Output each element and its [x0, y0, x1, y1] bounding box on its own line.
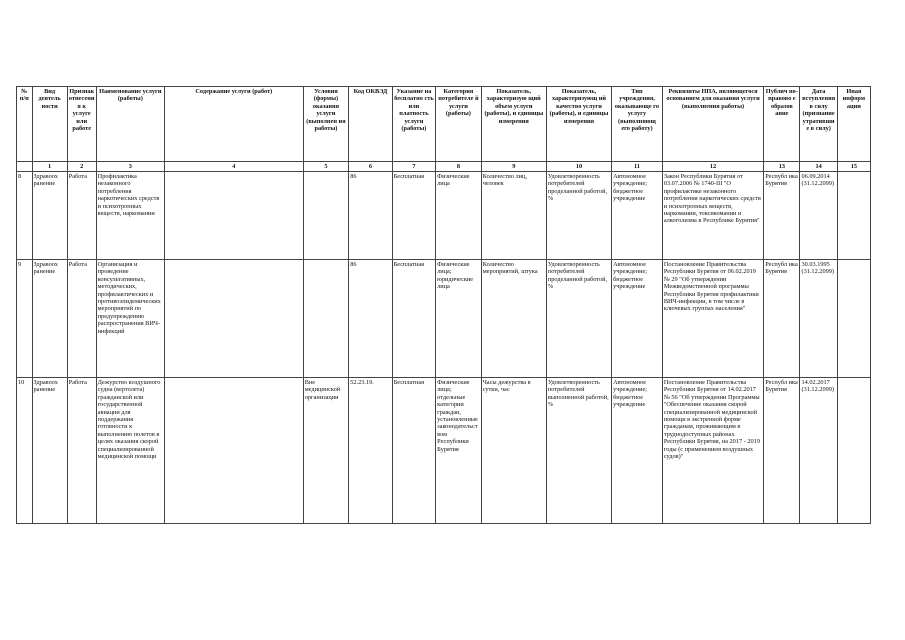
column-number-cell: 13	[764, 162, 800, 172]
table-row	[17, 172, 871, 260]
service-name-cell: Организация и проведение консультативных, методических, профилактических и противоэпидемических мероприятий по предупреждению распространения ВИЧ-инфекций	[96, 260, 164, 378]
column-number-cell	[17, 162, 33, 172]
header-cell: Категория потребителе й услуги (работы)	[436, 87, 482, 162]
column-number-cell: 5	[303, 162, 349, 172]
quality-cell: Удовлетворенность потребителей проделанной работой, %	[546, 260, 611, 378]
header-cell: Наименование услуги (работы)	[96, 87, 164, 162]
content-cell	[164, 172, 303, 260]
sign-cell: Работа	[67, 260, 96, 378]
sign-cell: Работа	[67, 172, 96, 260]
conditions-cell	[303, 260, 349, 378]
date-cell: 06.09.2014 (31.12.2099)	[800, 172, 837, 260]
header-cell: № п/п	[17, 87, 33, 162]
column-number-cell: 11	[612, 162, 663, 172]
row-number-cell: 8	[17, 172, 33, 260]
header-cell: Реквизиты НПА, являющегося основанием для оказания услуги (выполнения работы)	[662, 87, 763, 162]
column-number-cell: 3	[96, 162, 164, 172]
npa-cell: Постановление Правительства Республики Бурятия от 06.02.2019 № 29 "Об утверждении Межведомственной программы Республики Бурятия профилактики ВИЧ-инфекции, в том числе в ключевых группах населения"	[662, 260, 763, 378]
service-name-cell: Профилактика незаконного потребления наркотических средств и психотропных веществ, наркомании	[96, 172, 164, 260]
volume-cell: Количество мероприятий, штука	[481, 260, 546, 378]
table-row	[17, 378, 871, 524]
header-cell: Указание на бесплатно сть или платность услуги (работы)	[392, 87, 435, 162]
content-cell	[164, 260, 303, 378]
quality-cell: Удовлетворенность потребителей проделанной работой, %	[546, 172, 611, 260]
header-cell: Содержание услуги (работ)	[164, 87, 303, 162]
institution-type-cell: Автономное учреждение; бюджетное учреждение	[612, 260, 663, 378]
payment-cell: Бесплатная	[392, 260, 435, 378]
volume-cell: Часы дежурства в сутки, час	[481, 378, 546, 524]
header-cell: Показатель, характеризующ ий качество услуги (работы), и единицы измерения	[546, 87, 611, 162]
header-row	[17, 87, 871, 162]
column-number-cell: 1	[32, 162, 67, 172]
activity-cell: Здравоох ранение	[32, 172, 67, 260]
payment-cell: Бесплатная	[392, 378, 435, 524]
header-cell: Признак отнесени я к услуге или работе	[67, 87, 96, 162]
column-number-cell: 9	[481, 162, 546, 172]
institution-type-cell: Автономное учреждение; бюджетное учреждение	[612, 172, 663, 260]
other-info-cell	[837, 260, 870, 378]
category-cell: Физические лица	[436, 172, 482, 260]
row-number-cell: 10	[17, 378, 33, 524]
okved-cell: 86	[349, 260, 392, 378]
institution-type-cell: Автономное учреждение; бюджетное учреждение	[612, 378, 663, 524]
column-number-cell: 4	[164, 162, 303, 172]
entity-cell: Республ ика Бурятия	[764, 260, 800, 378]
entity-cell: Республ ика Бурятия	[764, 378, 800, 524]
header-cell: Вид деятель ности	[32, 87, 67, 162]
activity-cell: Здравоох ранение	[32, 260, 67, 378]
header-cell: Тип учреждения, оказывающе го услугу (выполняющ его работу)	[612, 87, 663, 162]
header-cell: Показатель, характеризую щий объем услуги (работы), и единицы измерения	[481, 87, 546, 162]
npa-cell: Закон Республики Бурятия от 03.07.2006 № 1740-III "О профилактике незаконного потребления наркотических средств и психотропных веществ, наркомании, токсикомании и алкоголизма в Республике Бурятия"	[662, 172, 763, 260]
column-number-cell: 2	[67, 162, 96, 172]
content-cell	[164, 378, 303, 524]
column-number-cell: 15	[837, 162, 870, 172]
date-cell: 30.03.1995 (31.12.2099)	[800, 260, 837, 378]
row-number-cell: 9	[17, 260, 33, 378]
table-row	[17, 260, 871, 378]
quality-cell: Удовлетворенность потребителей выполненной работой, %	[546, 378, 611, 524]
header-cell: Публич но- правово е образов ание	[764, 87, 800, 162]
activity-cell: Здравоох ранение	[32, 378, 67, 524]
column-number-cell: 7	[392, 162, 435, 172]
category-cell: Физические лица; юридические лица	[436, 260, 482, 378]
column-number-cell: 8	[436, 162, 482, 172]
column-number-cell: 10	[546, 162, 611, 172]
conditions-cell	[303, 172, 349, 260]
services-registry-table	[16, 86, 871, 524]
header-cell: Код ОКВЭД	[349, 87, 392, 162]
sign-cell: Работа	[67, 378, 96, 524]
okved-cell: 86	[349, 172, 392, 260]
header-cell: Дата вступления в силу (признание утратившие в силу)	[800, 87, 837, 162]
entity-cell: Республ ика Бурятия	[764, 172, 800, 260]
other-info-cell	[837, 172, 870, 260]
okved-cell: 52.23.19.	[349, 378, 392, 524]
column-number-row	[17, 162, 871, 172]
column-number-cell: 6	[349, 162, 392, 172]
service-name-cell: Дежурство воздушного судна (вертолета) гражданской или государственной авиации для поддержания готовности к выполнению полетов в целях оказания скорой специализированной медицинской помощи	[96, 378, 164, 524]
header-cell: Иная информ ации	[837, 87, 870, 162]
column-number-cell: 14	[800, 162, 837, 172]
column-number-cell: 12	[662, 162, 763, 172]
date-cell: 14.02.2017 (31.12.2099)	[800, 378, 837, 524]
other-info-cell	[837, 378, 870, 524]
conditions-cell: Вне медицинской организации	[303, 378, 349, 524]
npa-cell: Постановление Правительства Республики Бурятия от 14.02.2017 № 56 "Об утверждении Программы "Обеспечение оказания скорой специализированной медицинской помощи в экстренной форме гражданам, проживающим в труднодоступных районах Республики Бурятия, на 2017 - 2019 годы (с применением воздушных судов)"	[662, 378, 763, 524]
payment-cell: Бесплатная	[392, 172, 435, 260]
category-cell: Физические лица; отдельные категории граждан, установленные законодательством Республики Бурятия	[436, 378, 482, 524]
volume-cell: Количество лиц, человек	[481, 172, 546, 260]
header-cell: Условия (формы) оказания услуги (выполнен ия работы)	[303, 87, 349, 162]
